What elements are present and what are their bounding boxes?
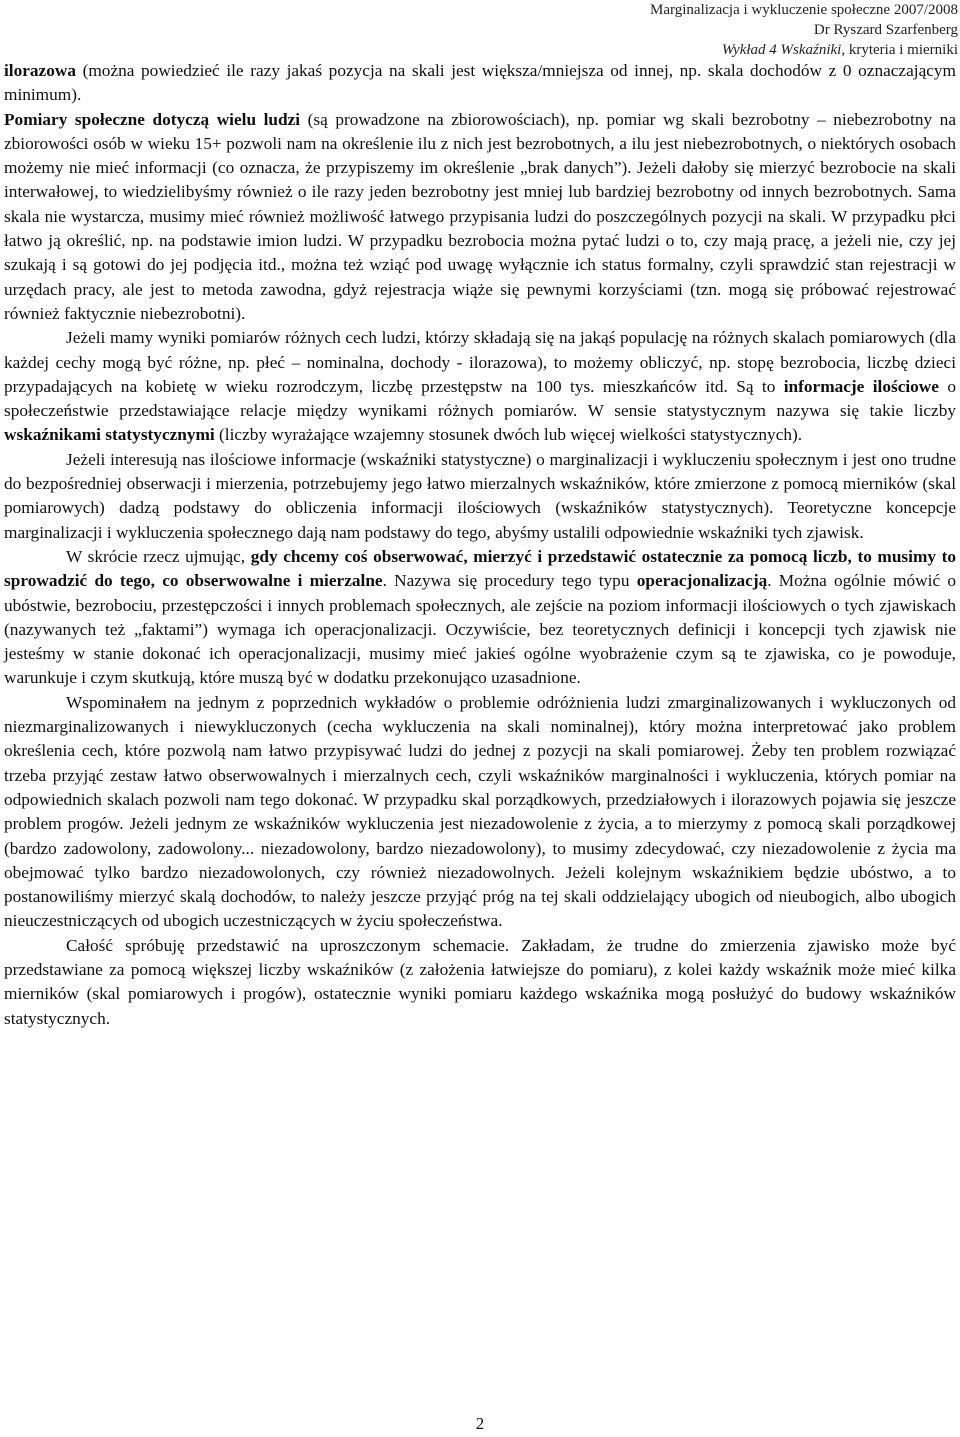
paragraph-text: (liczby wyrażające wzajemny stosunek dwóch lub więcej wielkości statystycznych). — [214, 425, 803, 445]
paragraph-text: (są prowadzone na zbiorowościach), np. pomiar wg skali bezrobotny – niebezrobotny na zbiorowości osób w wieku 15+ pozwoli nam na określenie ilu z nich jest bezrobotnych, a ilu jest niebezrobotnych, o niektórych osobach możemy nie mieć informacji (co oznacza, że przypiszemy im określenie „brak danych”). Jeżeli dałoby się mierzyć bezrobocie na skali interwałowej, to wiedzielibyśmy również o ile razy jeden bezrobotny jest mniej lub bardziej bezrobotny od innych bezrobotnych. Sama skala nie wystarcza, musimy mieć również możliwość łatwego przypisania ludzi do poszczególnych pozycji na skali. W przypadku płci łatwo ją określić, np. na podstawie imion ludzi. W przypadku bezrobocia można pytać ludzi o to, czy mają pracę, a jeżeli nie, czy jej szukają i są gotowi do jej podjęcia itd., można też wziąć pod uwagę wyłącznie ich status formalny, czyli sprawdzić stan rejestracji w urzędach pracy, ale jest to metoda zawodna, gdyż rejestracja wiąże się pewnymi korzyściami (tzn. mogą się próbować rejestrować również faktycznie niebezrobotni). — [4, 109, 956, 323]
term-observable-measurable: gdy chcemy coś obserwować, mierzyć i przedstawić ostatecznie za pomocą liczb, to musimy to sprowadzić do tego, co obserwowalne i mierzalne — [4, 546, 956, 591]
paragraph-text: Wspominałem na jednym z poprzednich wykładów o problemie odróżnienia ludzi zmarginalizowanych i wykluczonych od niezmarginalizowanych i niewykluczonych (cecha wykluczenia na skali nominalnej), który można interpretować jako problem określenia cech, które pozwolą nam łatwo przypisywać ludzi do jednej z pozycji na skali pomiarowej. Żeby ten problem rozwiązać trzeba przyjąć zestaw łatwo obserwowalnych i mierzalnych cech, czyli wskaźników marginalności i wykluczenia, których pomiar na odpowiednich skalach pozwoli nam tego dokonać. W przypadku skal porządkowych, przedziałowych i ilorazowych pojawia się jeszcze problem progów. Jeżeli jednym ze wskaźników wykluczenia jest niezadowolenie z życia, a to mierzymy z pomocą skali porządkowej (bardzo zadowolony, zadowolony... niezadowolony, bardzo niezadowolony), to musimy zdecydować, czy niezadowolenie z życia ma obejmować tylko bardzo niezadowolonych, czy również niezadowolnych. Jeżeli kolejnym wskaźnikiem będzie ubóstwo, a to postanowiliśmy mierzyć skalą dochodów, to należy jeszcze przyjąć próg na tej skali oddzielający ubogich od nieubogich, albo ubogich nieuczestniczących od ubogich uczestniczących w życiu społeczeństwa. — [4, 692, 956, 931]
paragraph-text: o społeczeństwie przedstawiające relacje między wynikami różnych pomiarów. W sensie statystycznym nazywa się takie liczby — [4, 376, 956, 421]
header-lecture-rest: , kryteria i mierniki — [841, 42, 958, 58]
header-lecture-topic: Wskaźniki — [780, 42, 842, 58]
paragraph-ratio-scale — [4, 59, 956, 108]
term-operationalization: operacjonalizacją — [636, 571, 768, 591]
paragraph-operationalization — [4, 545, 956, 691]
document-body — [4, 59, 956, 1031]
paragraph-text: . Można ogólnie mówić o ubóstwie, bezrobociu, przestępczości i innych problemach społecznych, ale zejście na poziom informacji ilościowych o tych zjawiskach (nazywanych też „faktami”) wymaga ich operacjonalizacji. Oczywiście, bez teoretycznych definicji i koncepcji tych zjawisk nie jesteśmy w stanie dokonać ich operacjonalizacji, musimy mieć jakieś ogólne wyobrażenie czym są te zjawiska, co je powoduje, warunkuje i czym skutkują, które muszą być w dodatku przekonująco uzasadnione. — [4, 571, 957, 688]
paragraph-exclusion-indicators — [4, 448, 956, 545]
paragraph-schema — [4, 934, 956, 1031]
paragraph-social-measurement — [4, 108, 956, 327]
header-lecture-number: Wykład 4 — [721, 42, 777, 58]
term-ratio: ilorazowa — [4, 61, 76, 80]
paragraph-statistical-indicators — [4, 326, 956, 447]
term-quantitative-information: informacje ilościowe — [783, 376, 939, 396]
header-lecture-line — [650, 40, 958, 60]
header-author: Dr Ryszard Szarfenberg — [813, 22, 958, 38]
term-statistical-indicators: wskaźnikami statystycznymi — [4, 425, 215, 445]
paragraph-text: Całość spróbuję przedstawić na uproszczonym schemacie. Zakładam, że trudne do zmierzenia zjawisko może być przedstawiane za pomocą większej liczby wskaźników (z założenia łatwiejsze do pomiaru), z kolei każdy wskaźnik może mieć kilka mierników (skal pomiarowych i progów), ostatecznie wyniki pomiaru każdego wskaźnika mogą posłużyć do budowy wskaźników statystycznych. — [4, 935, 956, 1028]
paragraph-text: . Nazywa się procedury tego typu — [382, 571, 637, 591]
term-social-measurement: Pomiary społeczne dotyczą wielu ludzi — [4, 109, 301, 129]
paragraph-thresholds — [4, 691, 956, 934]
paragraph-text: W skrócie rzecz ujmując, — [66, 546, 251, 566]
page-header — [650, 0, 958, 60]
paragraph-text: (można powiedzieć ile razy jakaś pozycja na skali jest większa/mniejsza od innej, np. skala dochodów z 0 oznaczającym minimum). — [4, 61, 956, 105]
paragraph-text: Jeżeli interesują nas ilościowe informacje (wskaźniki statystyczne) o marginalizacji i wykluczeniu społecznym i jest ono trudne do bezpośredniej obserwacji i mierzenia, potrzebujemy jego łatwo mierzalnych wskaźników, które zmierzone z pomocą mierników (skal pomiarowych) dadzą podstawy do obliczenia informacji ilościowych (wskaźników statystycznych). Teoretyczne koncepcje marginalizacji i wykluczenia społecznego dają nam podstawy do tego, abyśmy ustalili odpowiednie wskaźniki tych zjawisk. — [4, 449, 956, 542]
header-course-title: Marginalizacja i wykluczenie społeczne 2007/2008 — [650, 2, 958, 18]
paragraph-text: Jeżeli mamy wyniki pomiarów różnych cech ludzi, którzy składają się na jakąś populację na różnych skalach pomiarowych (dla każdej cechy mogą być różne, np. płeć – nominalna, dochody - ilorazowa), to możemy obliczyć, np. stopę bezrobocia, liczbę dzieci przypadających na kobietę w wieku rozrodczym, liczbę przestępstw na 100 tys. mieszkańców itd. Są to — [4, 328, 956, 396]
page-number: 2 — [475, 1414, 485, 1433]
